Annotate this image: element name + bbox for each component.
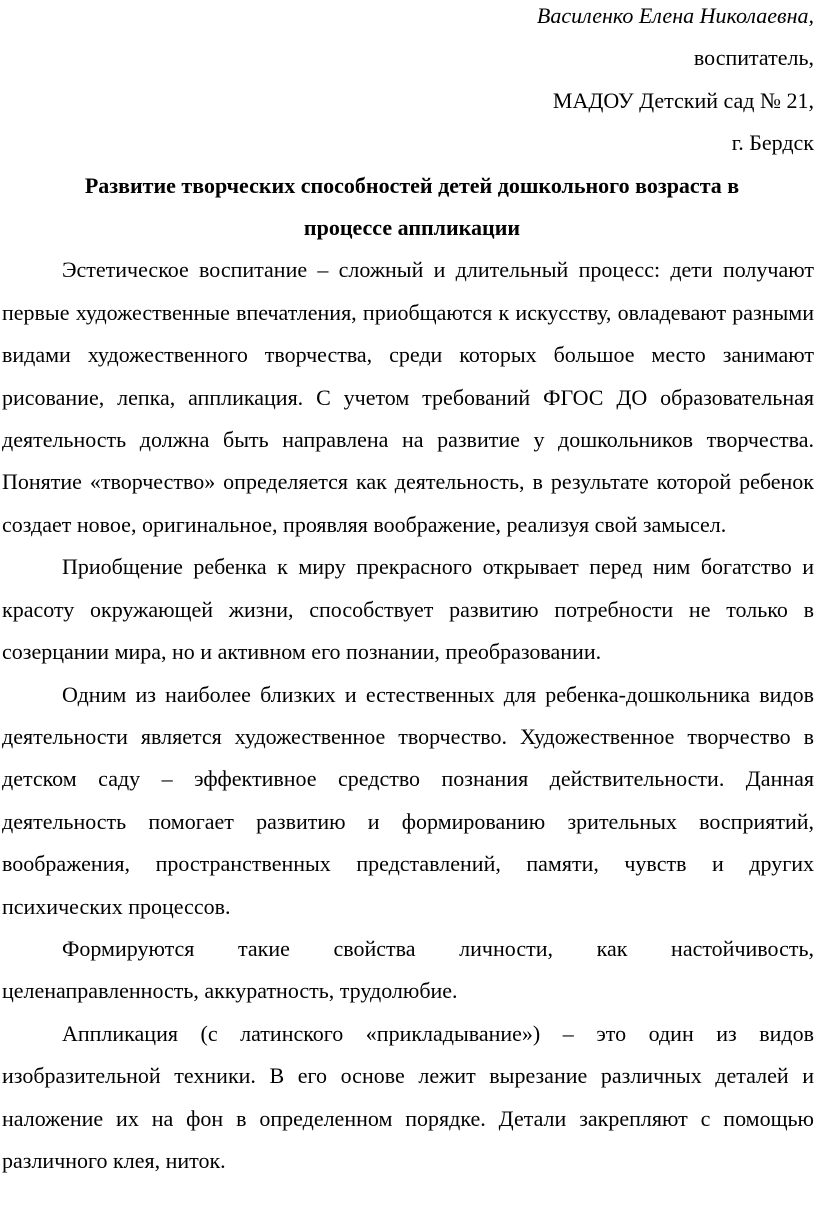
title-line-2: процессе аппликации — [303, 215, 521, 241]
paragraph-1: Эстетическое воспитание – сложный и длительный процесс: дети получают первые художественные впечатления, приобщаются к искусству, овладевают разными видами художественного творчества, среди которых большое место занимают рисование, лепка, аппликация. С учетом требований ФГОС ДО образовательная деятельность должна быть направлена на развитие у дошкольников творчества. Понятие «творчество» определяется как деятельность, в результате которой ребенок создает новое, оригинальное, проявляя воображение, реализуя свой замысел. — [2, 257, 814, 537]
title-line-1: Развитие творческих способностей детей дошкольного возраста в — [84, 172, 740, 198]
author-organization: МАДОУ Детский сад № 21, — [552, 87, 814, 113]
paragraph-3: Одним из наиболее близких и естественных для ребенка-дошкольника видов деятельности является художественное творчество. Художественное творчество в детском саду – эффективное средство познания действительности. Данная деятельность помогает развитию и формированию зрительных восприятий, воображения, пространственных представлений, памяти, чувств и других психических процессов. — [2, 681, 814, 919]
document-title — [2, 165, 814, 250]
paragraph-5: Аппликация (с латинского «прикладывание») – это один из видов изобразительной техники. В его основе лежит вырезание различных деталей и наложение их на фон в определенном порядке. Детали закрепляют с помощью различного клея, ниток. — [2, 1020, 814, 1173]
author-name: Василенко Елена Николаевна, — [536, 3, 814, 28]
author-position: воспитатель, — [693, 45, 814, 71]
paragraph-2: Приобщение ребенка к миру прекрасного открывает перед ним богатство и красоту окружающей жизни, способствует развитию потребности не только в созерцании мира, но и активном его познании, преобразовании. — [2, 554, 814, 665]
author-block — [2, 0, 814, 165]
paragraph-4: Формируются такие свойства личности, как настойчивость, целенаправленность, аккуратность, трудолюбие. — [2, 935, 814, 1004]
author-city: г. Бердск — [731, 130, 814, 156]
